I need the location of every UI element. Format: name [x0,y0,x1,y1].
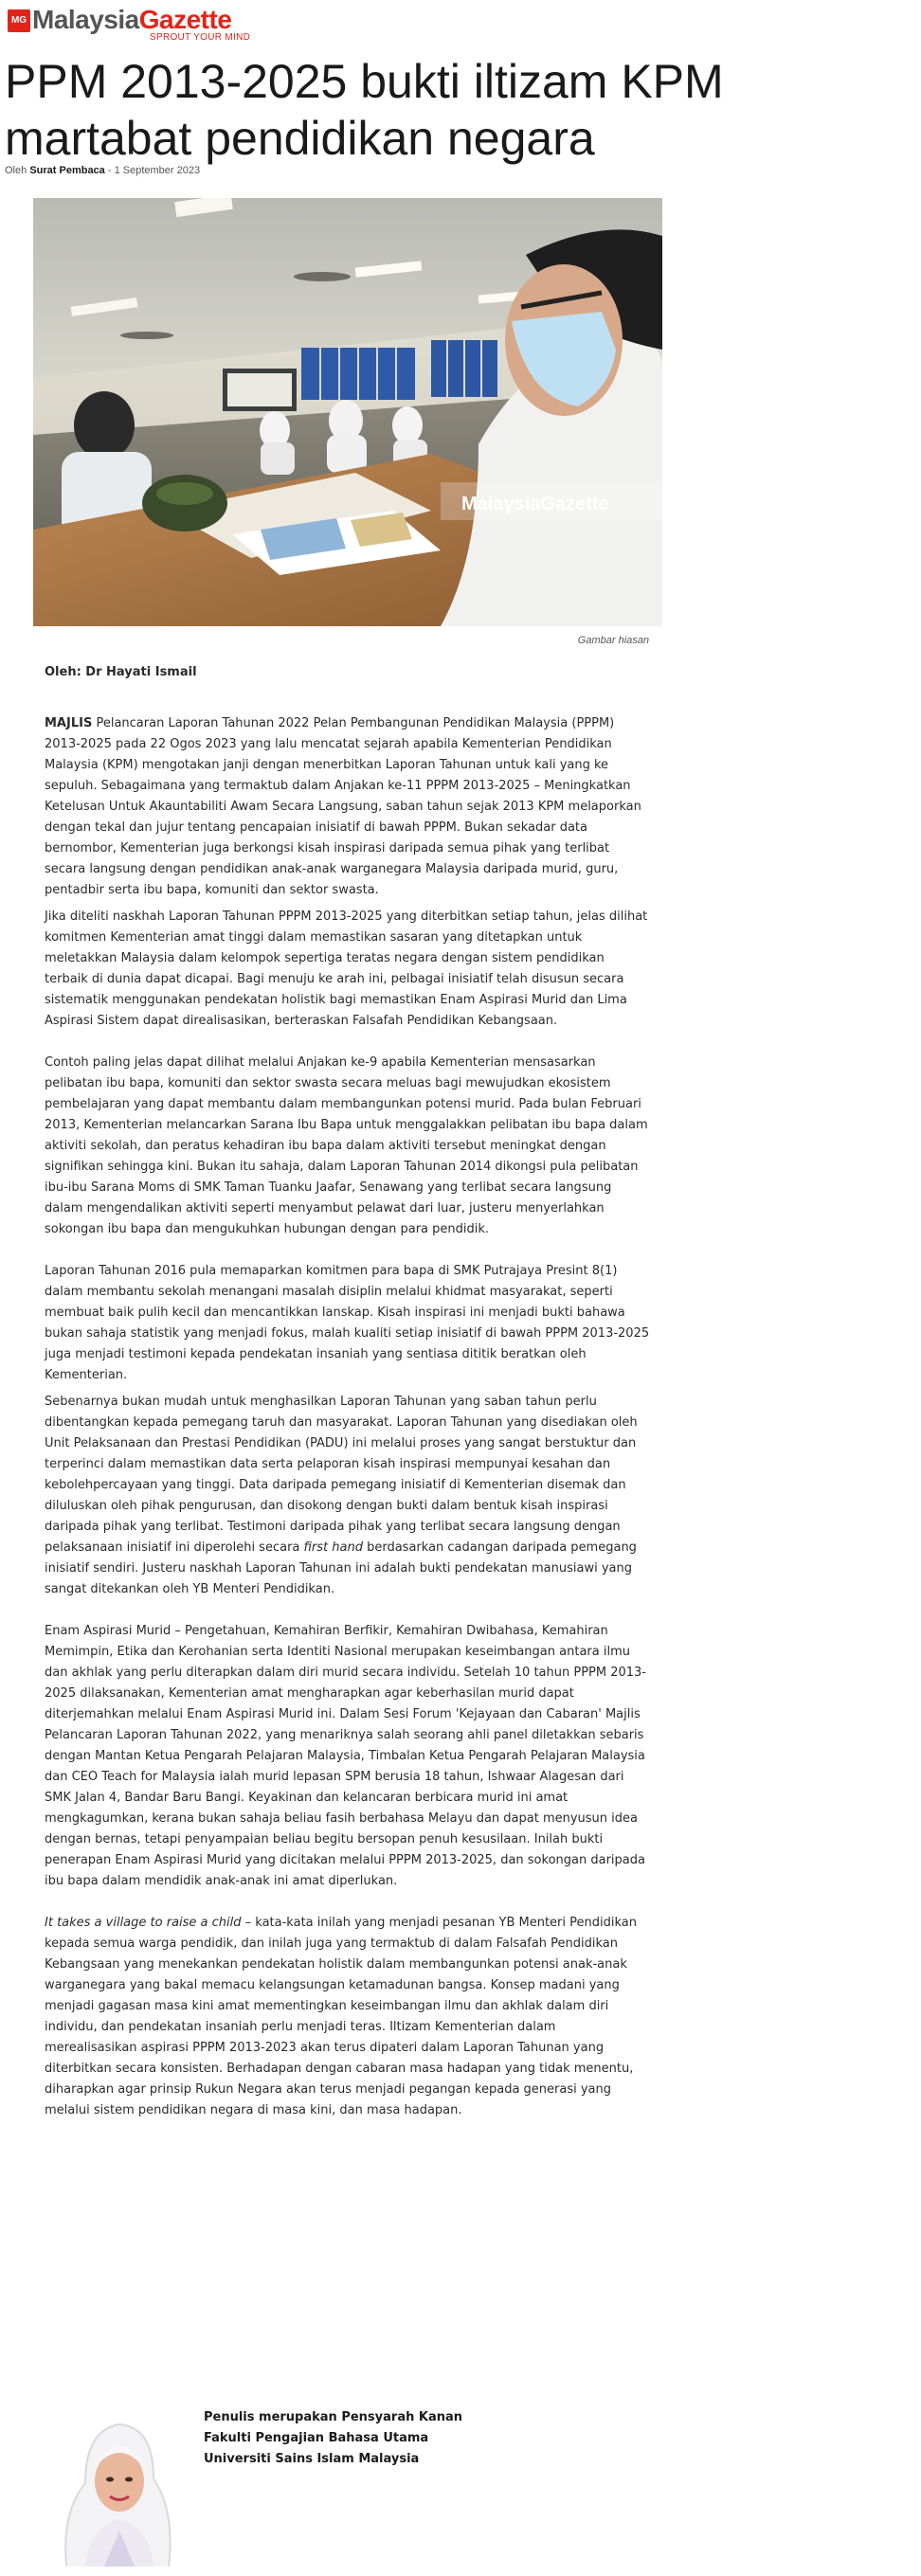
article-paragraph [45,1392,651,1600]
article-paragraph: Contoh paling jelas dapat dilihat melalui Anjakan ke-9 apabila Kementerian mensasarkan pelibatan ibu bapa, komuniti dan sektor swasta secara meluas bagi mewujudkan ekosistem pembelajaran yang dapat membantu dalam membangunkan potensi murid. Pada bulan Februari 2013, Kementerian melancarkan Sarana Ibu Bapa untuk menggalakkan pelibatan ibu bapa dalam aktiviti sekolah, dan peratus kehadiran ibu bapa dalam aktiviti tersebut meningkat dengan signifikan sehingga kini. Bukan itu sahaja, dalam Laporan Tahunan 2014 dikongsi pula pelibatan ibu-ibu Sarana Moms di SMK Taman Tuanku Jaafar, Senawang yang terlibat secara langsung dalam mengendalikan aktiviti seperti menyambut pelawat dari luar, justeru menyerlahkan sokongan ibu bapa dan mengukuhkan hubungan dengan para pendidik. [45,1055,648,1236]
classroom-photo [33,198,662,626]
article-paragraph: Enam Aspirasi Murid – Pengetahuan, Kemahiran Berfikir, Kemahiran Dwibahasa, Kemahiran Memimpin, Etika dan Kerohanian serta Identiti Nasional merupakan keseimbangan antara ilmu dan akhlak yang perlu diterapkan dalam diri murid secara individu. Setelah 10 tahun PPPM 2013-2025 dilaksanakan, Kementerian amat mengharapkan agar keberhasilan murid dapat diterjemahkan melalui Enam Aspirasi Murid ini. Dalam Sesi Forum 'Kejayaan dan Cabaran' Majlis Pelancaran Laporan Tahunan 2022, yang menariknya salah seorang ahli panel diletakkan sebaris dengan Mantan Ketua Pengarah Pelajaran Malaysia, Timbalan Ketua Pengarah Pelajaran Malaysia dan CEO Teach for Malaysia ialah murid lepasan SPM berusia 18 tahun, Ishwaar Alagesan dari SMK Jalan 4, Bandar Baru Bangi. Keyakinan dan kelancaran berbicara murid ini amat mengkagumkan, kerana bukan sahaja beliau fasih berbahasa Melayu dan dapat menyusun idea dengan bernas, tetapi penyampaian beliau begitu bersopan penuh kesusilaan. Inilah bukti penerapan Enam Aspirasi Murid yang dicitakan melalui PPPM 2013-2025, dan sokongan daripada ibu bapa dalam mendidik anak-anak ini amat diperlukan. [45,1624,647,1888]
byline-prefix: Oleh [5,165,27,176]
logo-word-malaysia: Malaysia [32,5,139,34]
logo-word-gazette: Gazette [138,5,232,34]
signature-line-faculty: Fakulti Pengajian Bahasa Utama [204,2431,429,2445]
signature-line-university: Universiti Sains Islam Malaysia [204,2452,420,2466]
italic-phrase: It takes a village to raise a child [45,1916,242,1930]
byline-separator: - [104,165,115,176]
article-paragraph: Jika diteliti naskhah Laporan Tahunan PPPM 2013-2025 yang diterbitkan setiap tahun, jelas dilihat komitmen Kementerian amat tinggi dalam memastikan sasaran yang ditetapkan untuk meletakkan Malaysia dalam kelompok sepertiga teratas negara dengan sistem pendidikan terbaik di dunia dapat dicapai. Bagi menuju ke arah ini, pelbagai inisiatif telah disusun secara sistematik menggunakan pendekatan holistik bagi memastikan Enam Aspirasi Murid dan Lima Aspirasi Sistem dapat direalisasikan, berteraskan Falsafah Pendidikan Kebangsaan. [45,910,648,1028]
paragraph-text: – kata-kata inilah yang menjadi pesanan YB Menteri Pendidikan kepada semua warga pendidik, dan inilah juga yang termaktub di dalam Falsafah Pendidikan Kebangsaan yang menekankan pendekatan holistik dalam membangunkan potensi anak-anak warganegara yang bakal memacu kelangsungan ketamadunan bangsa. Konsep madani yang menjadi gagasan masa kini amat mementingkan keseimbangan ilmu dan akhlak dalam diri individu, dan pendekatan insaniah perlu menjadi teras. Iltizam Kementerian dalam merealisasikan aspirasi PPPM 2013-2023 akan terus dipateri dalam Laporan Tahunan yang diterbitkan secara konsisten. Berhadapan dengan cabaran masa hadapan yang tidak menentu, diharapkan agar prinsip Rukun Negara akan terus menjadi pegangan kepada generasi yang melalui sistem pendidikan negara di masa kini, dan masa hadapan. [45,1916,637,2117]
article-hero-image [33,198,662,626]
paragraph-text: Pelancaran Laporan Tahunan 2022 Pelan Pembangunan Pendidikan Malaysia (PPPM) 2013-2025 pada 22 Ogos 2023 yang lalu mencatat sejarah apabila Kementerian Pendidikan Malaysia (KPM) mengotakan janji dengan menerbitkan Laporan Tahunan untuk kali yang ke sepuluh. Sebagaimana yang termaktub dalam Anjakan ke-11 PPPM 2013-2025 – Meningkatkan Ketelusan Untuk Akauntabiliti Awam Secara Langsung, saban tahun sejak 2013 KPM melaporkan dengan tekal dan jujur tentang pencapaian inisiatif di bawah PPPM. Bukan sekadar data bernombor, Kementerian juga berkongsi kisah inspirasi daripada semua pihak yang terlibat secara langsung dengan pendidikan anak-anak warganegara Malaysia daripada murid, guru, pentadbir serta ibu bapa, komuniti dan sektor swasta. [45,716,641,897]
article-byline [5,165,200,176]
image-watermark: MalaysiaGazette [461,494,609,514]
logo-badge[interactable]: MG [8,9,30,32]
italic-phrase: first hand [303,1540,363,1555]
site-header [8,6,292,44]
dateline: MAJLIS [45,716,93,730]
article-paragraph [45,713,651,901]
site-logo[interactable] [32,6,231,34]
signature-line-title: Penulis merupakan Pensyarah Kanan [204,2410,463,2424]
byline-author-link[interactable]: Surat Pembaca [29,165,105,176]
byline-date: 1 September 2023 [114,165,201,176]
article-writer: Oleh: Dr Hayati Ismail [45,665,197,679]
paragraph-text: berdasarkan cadangan daripada pemegang inisiatif sendiri. Justeru naskhah Laporan Tahunan ini adalah bukti pendekatan manusiawi yang sangat ditekankan oleh YB Menteri Pendidikan. [45,1540,637,1596]
signature-text [204,2407,462,2470]
paragraph-text: Sebenarnya bukan mudah untuk menghasilkan Laporan Tahunan yang saban tahun perlu dibentangkan kepada pemegang taruh dan masyarakat. Laporan Tahunan yang disediakan oleh Unit Pelaksanaan dan Prestasi Pendidikan (PADU) ini melalui proses yang sangat berstuktur dan terperinci dalam memastikan data serta pelaporan kisah inspirasi mempunyai kesahan dan kebolehpercayaan yang tinggi. Data daripada pemegang inisiatif di Kementerian disemak dan diluluskan oleh pihak pengurusan, dan disokong dengan bukti dalam bentuk kisah inspirasi daripada pihak yang terlibat. Testimoni daripada pihak yang terlibat secara langsung dengan pelaksanaan inisiatif ini diperolehi secara [45,1395,638,1555]
author-photo [47,2407,185,2567]
logo-tagline: SPROUT YOUR MIND [150,32,251,43]
article-paragraph [45,1913,651,2121]
article-body [45,657,651,2121]
image-caption: Gambar hiasan [577,635,649,646]
author-signature [47,2407,616,2568]
article-title: PPM 2013-2025 bukti iltizam KPM martabat pendidikan negara [5,55,724,165]
article-paragraph: Laporan Tahunan 2016 pula memaparkan komitmen para bapa di SMK Putrajaya Presint 8(1) dalam membantu sekolah menangani masalah disiplin melalui khidmat masyarakat, seperti membuat baik pulih kecil dan mencantikkan lanskap. Kisah inspirasi ini menjadi bukti bahawa bukan sahaja statistik yang menjadi fokus, malah kualiti setiap inisiatif di bawah PPPM 2013-2025 juga menjadi testimoni kepada pendekatan insaniah yang sentiasa dititik beratkan oleh Kementerian. [45,1264,650,1382]
